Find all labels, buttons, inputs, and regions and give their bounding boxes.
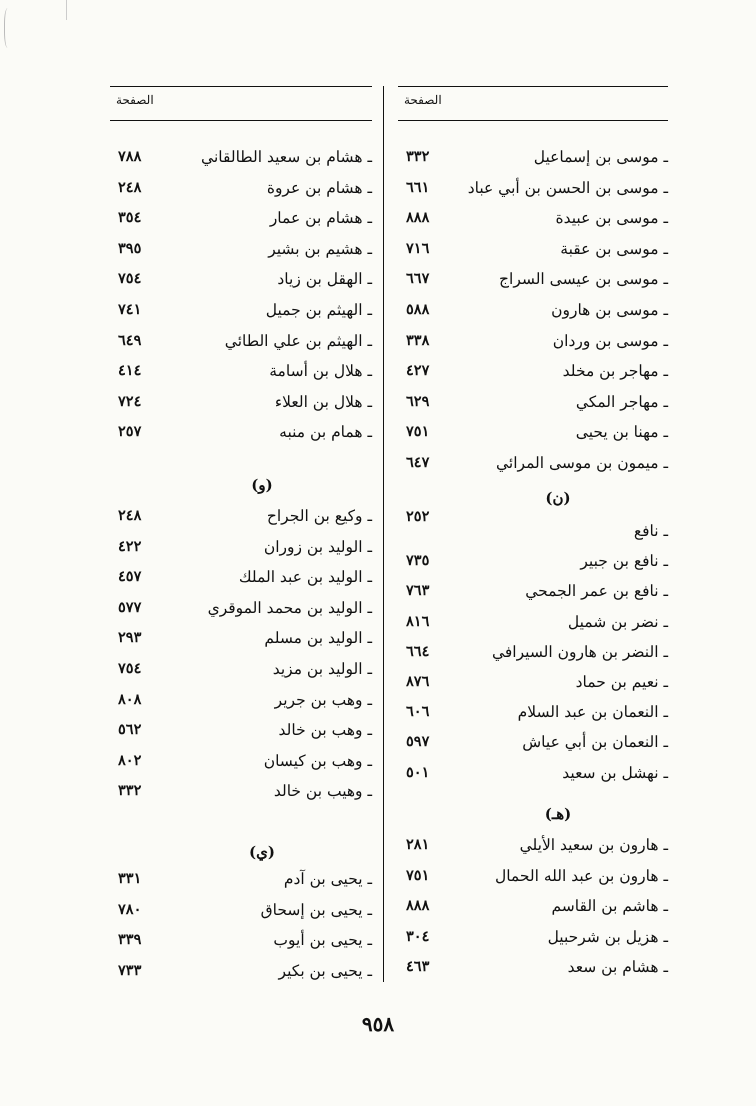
entry-page-number: ٦٠٦ [406,703,430,721]
entry-page-number: ٢٤٨ [118,178,142,196]
entry-page-number: ٥٩٧ [406,733,430,751]
entry-page-number: ٧٥١ [406,423,430,441]
entry-name: ـ هشام بن عروة [266,178,372,197]
entry-name: ـ الهيثم بن علي الطائي [224,331,372,350]
entry-name: ـ موسى بن إسماعيل [533,148,668,166]
scan-edge-mark [4,8,13,48]
index-entry [110,295,372,325]
index-entry [110,264,372,294]
index-entry [110,776,372,806]
entry-name: ـ نافع [633,522,668,540]
entry-name: ـ هشام بن سعد [567,958,668,977]
entry-page-number: ٢٨١ [406,836,430,853]
entry-page-number: ٢٤٨ [118,507,142,524]
index-entry [398,203,668,233]
index-entry [110,654,372,684]
index-entry [398,546,668,576]
index-entry [110,715,372,745]
entry-page-number: ٧١٦ [406,239,430,257]
entry-page-number: ٤٥٧ [118,568,142,586]
index-entry [110,864,372,894]
index-entry [398,922,668,952]
entry-page-number: ٤٦٣ [406,958,430,976]
entry-name: ـ موسى بن هارون [551,301,668,319]
entry-page-number: ٨٧٦ [406,673,430,690]
entry-name: ـ هلال بن أسامة [269,362,372,381]
page-number: ٩٥٨ [361,1012,395,1036]
entry-name: ـ وهب بن خالد [278,721,372,740]
header-rule-top [110,86,372,87]
index-entry [110,562,372,592]
entry-name: ـ موسى بن عبيدة [555,209,668,228]
entry-page-number: ٣٥٤ [118,209,142,227]
index-entry [398,234,668,264]
index-entry [398,891,668,921]
entry-name: ـ وهيب بن خالد [273,782,372,801]
entry-page-number: ٨٠٨ [118,690,142,708]
entry-page-number: ٦٤٧ [406,454,430,471]
index-entry [110,956,372,986]
index-entry [110,326,372,356]
entry-name: ـ موسى بن الحسن بن أبي عباد [467,178,668,197]
entry-page-number: ٣٣١ [118,870,142,887]
entry-name: ـ هارون بن سعيد الأيلي [519,836,668,854]
entry-name: ـ نافع بن جبير [580,552,668,571]
section-letter-heading: (و) [251,476,273,494]
index-entry [110,387,372,417]
entry-page-number: ٧٣٥ [406,552,430,570]
index-entry [110,173,372,203]
entry-name: ـ هزيل بن شرحبيل [547,927,668,946]
index-entry [398,830,668,860]
entry-page-number: ٤٢٧ [406,362,430,380]
entry-page-number: ٤١٤ [118,362,142,380]
entry-page-number: ٢٩٣ [118,629,142,647]
entry-name: ـ نهشل بن سعيد [562,763,668,782]
index-entry [110,685,372,715]
index-entry [398,697,668,727]
index-entry [110,895,372,925]
scan-tick-mark [66,0,67,20]
right-index-column [398,86,668,982]
header-rule-top [398,86,668,87]
entry-page-number: ٣٣٩ [118,931,142,949]
page-column-header: الصفحة [404,93,442,107]
entry-page-number: ٧٥٤ [118,660,142,677]
entry-page-number: ٧٨٨ [118,148,142,165]
index-entry [398,142,668,172]
entry-name: ـ موسى بن عيسى السراج [499,270,668,289]
entry-page-number: ٥٧٧ [118,598,142,616]
index-entry [110,234,372,264]
column-divider [383,86,384,982]
entry-page-number: ٨٨٨ [406,897,430,915]
index-entry [398,356,668,386]
entry-name: ـ نضر بن شميل [567,612,668,631]
index-entry [398,861,668,891]
section-letter-heading: (هـ) [544,805,572,823]
entry-page-number: ٦٦٤ [406,642,430,660]
entry-page-number: ٧٣٣ [118,961,142,979]
entry-name: ـ موسى بن وردان [552,331,668,350]
index-entry [110,501,372,531]
page-column-header: الصفحة [116,93,154,107]
entry-page-number: ٦٦٧ [406,270,430,288]
entry-name: ـ يحيى بن بكير [278,961,372,980]
entry-page-number: ٨٠٢ [118,751,142,769]
index-entry [110,417,372,447]
entry-page-number: ٦٢٩ [406,392,430,410]
index-entry [110,532,372,562]
index-entry [398,173,668,203]
index-entry [110,593,372,623]
entry-page-number: ٧٢٤ [118,392,142,410]
entry-name: ـ موسى بن عقبة [560,239,668,258]
index-entry [398,417,668,447]
entry-name: ـ يحيى بن إسحاق [260,900,372,919]
entry-page-number: ٧٥٤ [118,270,142,288]
index-entry [398,508,668,546]
index-entry [398,952,668,982]
entry-name: ـ وكيع بن الجراح [266,507,372,525]
header-rule-bottom [110,120,372,121]
entry-name: ـ النعمان بن عبد السلام [517,703,668,722]
entry-name: ـ هشيم بن بشير [268,239,372,258]
entry-name: ـ النضر بن هارون السيرافي [491,642,668,661]
entry-name: ـ الهقل بن زياد [277,270,372,289]
entry-page-number: ٤٢٢ [118,537,142,555]
entry-page-number: ٨٨٨ [406,209,430,227]
entry-name: ـ نعيم بن حماد [575,673,668,691]
index-entry [398,576,668,606]
entry-page-number: ٧٥١ [406,866,430,884]
entry-name: ـ هارون بن عبد الله الحمال [494,866,668,885]
entry-page-number: ٦٦١ [406,178,430,196]
index-entry [398,326,668,356]
entry-name: ـ نافع بن عمر الجمحي [525,582,668,601]
entry-page-number: ٨١٦ [406,612,430,630]
header-rule-bottom [398,120,668,121]
index-entry [110,623,372,653]
entry-name: ـ الوليد بن عبد الملك [238,568,372,587]
entry-name: ـ مهنا بن يحيى [575,423,668,442]
entry-name: ـ يحيى بن آدم [283,870,372,888]
entry-page-number: ٥٨٨ [406,301,430,318]
entry-page-number: ٧٤١ [118,301,142,318]
entry-name: ـ هاشم بن القاسم [551,897,668,916]
index-entry [110,142,372,172]
entry-name: ـ همام بن منبه [279,423,372,442]
entry-page-number: ٣٠٤ [406,927,430,945]
entry-name: ـ الوليد بن مسلم [264,629,372,648]
left-index-column [110,86,372,982]
entry-page-number: ٣٣٢ [118,782,142,800]
entry-page-number: ٧٦٣ [406,582,430,600]
index-entry [398,637,668,667]
index-entry [110,925,372,955]
entry-page-number: ٢٥٢ [406,508,430,525]
entry-name: ـ ميمون بن موسى المرائي [496,454,668,472]
index-entry [110,356,372,386]
entry-page-number: ٥٦٢ [118,721,142,739]
section-letter-heading: (ن) [545,489,571,507]
section-letter-heading: (ي) [249,843,275,861]
index-entry [398,295,668,325]
entry-name: ـ هشام بن عمار [269,209,372,228]
index-entry [110,203,372,233]
entry-name: ـ مهاجر المكي [575,392,668,411]
entry-page-number: ٥٠١ [406,763,430,781]
entry-page-number: ٣٣٨ [406,331,430,349]
entry-name: ـ الوليد بن زوران [263,537,372,556]
index-entry [398,758,668,788]
entry-name: ـ الوليد بن محمد الموقري [207,598,372,617]
entry-page-number: ٣٣٢ [406,148,430,165]
index-entry [398,448,668,478]
entry-name: ـ الوليد بن مزيد [272,660,372,678]
entry-page-number: ٣٩٥ [118,239,142,257]
index-entry [110,746,372,776]
index-entry [398,607,668,637]
entry-name: ـ مهاجر بن مخلد [562,362,668,381]
index-entry [398,387,668,417]
entry-page-number: ٦٤٩ [118,331,142,349]
entry-page-number: ٢٥٧ [118,423,142,441]
entry-name: ـ وهب بن كيسان [263,751,372,770]
index-entry [398,727,668,757]
entry-name: ـ هشام بن سعيد الطالقاني [201,148,372,166]
index-entry [398,264,668,294]
entry-name: ـ الهيثم بن جميل [265,301,372,319]
entry-name: ـ النعمان بن أبي عياش [522,733,668,752]
entry-name: ـ يحيى بن أيوب [273,931,372,950]
index-entry [398,667,668,697]
entry-name: ـ هلال بن العلاء [274,392,372,411]
entry-name: ـ وهب بن جرير [274,690,372,709]
entry-page-number: ٧٨٠ [118,900,142,918]
